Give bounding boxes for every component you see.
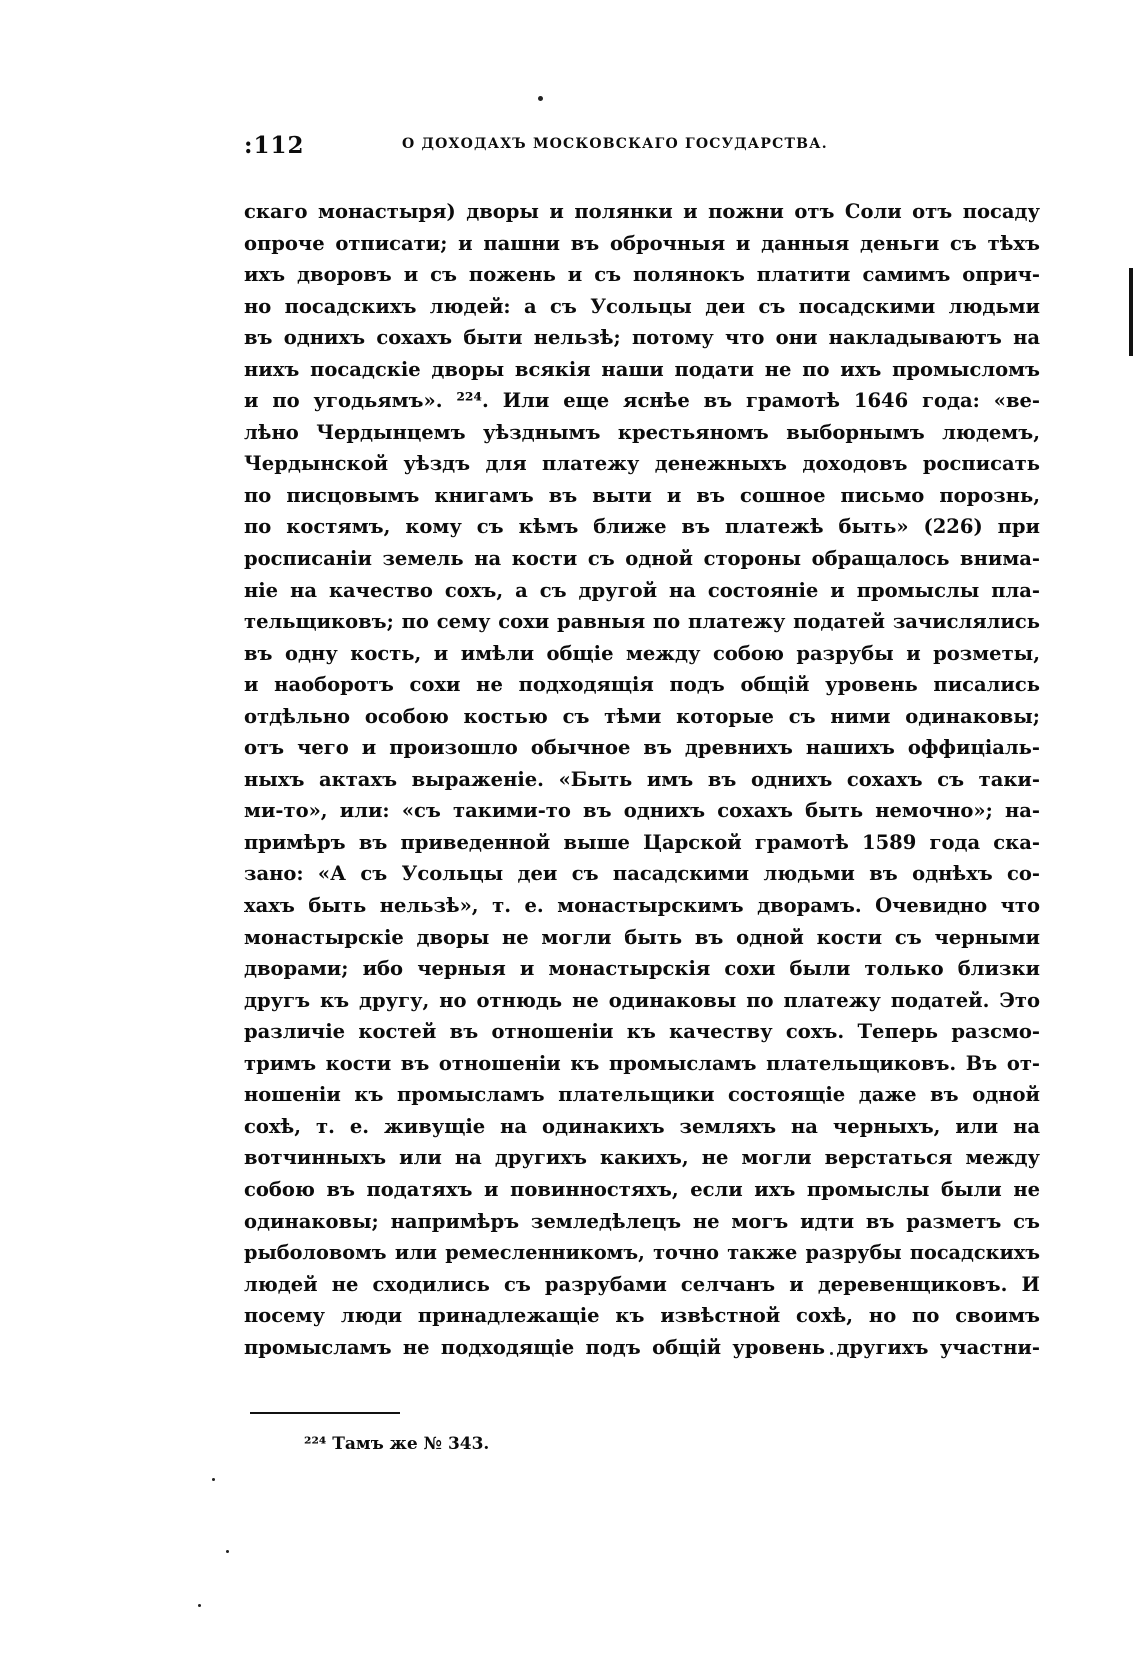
text-line: тельщиковъ; по сему сохи равныя по платежу податей зачислялись <box>244 610 1040 634</box>
text-line: отдѣльно особою костью съ тѣми которые съ ними одинаковы; <box>244 704 1040 728</box>
text-line: ношеніи къ промысламъ плательщики состоящіе даже въ одной <box>244 1083 1040 1107</box>
text-line: но посадскихъ людей: а съ Усольцы деи съ посадскими людьми <box>244 294 1040 318</box>
running-title: О ДОХОДАХЪ МОСКОВСКАГО ГОСУДАРСТВА. <box>402 136 828 152</box>
print-speck <box>198 1604 201 1607</box>
text-line: тримъ кости въ отношеніи къ промысламъ плательщиковъ. Въ от- <box>244 1051 1040 1075</box>
text-line: промысламъ не подходящіе подъ общій уровень другихъ участни- <box>244 1335 1040 1359</box>
text-line: опроче отписати; и пашни въ оброчныя и данныя деньги съ тѣхъ <box>244 231 1040 255</box>
text-line: лѣно Чердынцемъ уѣзднымъ крестьяномъ выборнымъ людемъ, <box>244 420 1040 444</box>
text-line: росписаніи земель на кости съ одной стороны обращалось внима- <box>244 547 1040 571</box>
scan-margin-mark <box>1129 268 1133 356</box>
text-line: отъ чего и произошло обычное въ древнихъ нашихъ оффиціаль- <box>244 736 1040 760</box>
body-text <box>244 196 1040 1363</box>
text-line: собою въ податяхъ и повинностяхъ, если ихъ промыслы были не <box>244 1177 1040 1201</box>
text-line: нихъ посадскіе дворы всякія наши подати не по ихъ промысломъ <box>244 357 1040 381</box>
text-line: Чердынской уѣздъ для платежу денежныхъ доходовъ росписать <box>244 452 1040 476</box>
text-line: въ одну кость, и имѣли общіе между собою разрубы и розметы, <box>244 641 1040 665</box>
text-line: скаго монастыря) дворы и полянки и пожни отъ Соли отъ посаду <box>244 200 1040 223</box>
print-speck <box>538 96 543 101</box>
text-line: посему люди принадлежащіе къ извѣстной сохѣ, но по своимъ <box>244 1304 1040 1328</box>
text-line: другъ къ другу, но отнюдь не одинаковы по платежу податей. Это <box>244 988 1040 1012</box>
text-line: зано: «А съ Усольцы деи съ пасадскими людьми въ однѣхъ со- <box>244 862 1040 886</box>
text-line: одинаковы; напримѣръ земледѣлецъ не могъ идти въ разметъ съ <box>244 1209 1040 1233</box>
text-line: ихъ дворовъ и съ пожень и съ полянокъ платити самимъ оприч- <box>244 263 1040 287</box>
text-line: людей не сходились съ разрубами селчанъ и деревенщиковъ. И <box>244 1272 1040 1296</box>
text-line: рыболовомъ или ремесленникомъ, точно также разрубы посадскихъ <box>244 1241 1040 1265</box>
footnote: ²²⁴ Тамъ же № 343. <box>304 1434 490 1454</box>
text-line: по писцовымъ книгамъ въ выти и въ сошное письмо порознь, <box>244 483 1040 507</box>
text-line: и по угодьямъ». ²²⁴. Или еще яснѣе въ грамотѣ 1646 года: «ве- <box>244 389 1040 413</box>
text-line: ныхъ актахъ выраженіе. «Быть имъ въ однихъ сохахъ съ таки- <box>244 767 1040 791</box>
text-line: ми-то», или: «съ такими-то въ однихъ сохахъ быть немочно»; на- <box>244 799 1040 823</box>
text-line: по костямъ, кому съ кѣмъ ближе въ платежѣ быть» (226) при <box>244 515 1040 539</box>
page-header <box>244 132 1044 166</box>
text-line: дворами; ибо черныя и монастырскія сохи были только близки <box>244 957 1040 981</box>
footnote-divider <box>250 1412 400 1414</box>
text-line: сохѣ, т. е. живущіе на одинакихъ земляхъ на черныхъ, или на <box>244 1114 1040 1138</box>
text-line: и наоборотъ сохи не подходящія подъ общій уровень писались <box>244 673 1040 697</box>
text-line: въ однихъ сохахъ быти нельзѣ; потому что они накладываютъ на <box>244 326 1040 350</box>
text-line: примѣръ въ приведенной выше Царской грамотѣ 1589 года ска- <box>244 830 1040 854</box>
print-speck <box>212 1478 215 1481</box>
print-speck <box>226 1550 229 1553</box>
page-number: :112 <box>244 132 305 159</box>
text-line: вотчинныхъ или на другихъ какихъ, не могли верстаться между <box>244 1146 1040 1170</box>
text-line: ніе на качество сохъ, а съ другой на состояніе и промыслы пла- <box>244 578 1040 602</box>
text-line: различіе костей въ отношеніи къ качеству сохъ. Теперь разсмо- <box>244 1020 1040 1044</box>
text-line: монастырскіе дворы не могли быть въ одной кости съ черными <box>244 925 1040 949</box>
text-line: хахъ быть нельзѣ», т. е. монастырскимъ дворамъ. Очевидно что <box>244 894 1040 918</box>
